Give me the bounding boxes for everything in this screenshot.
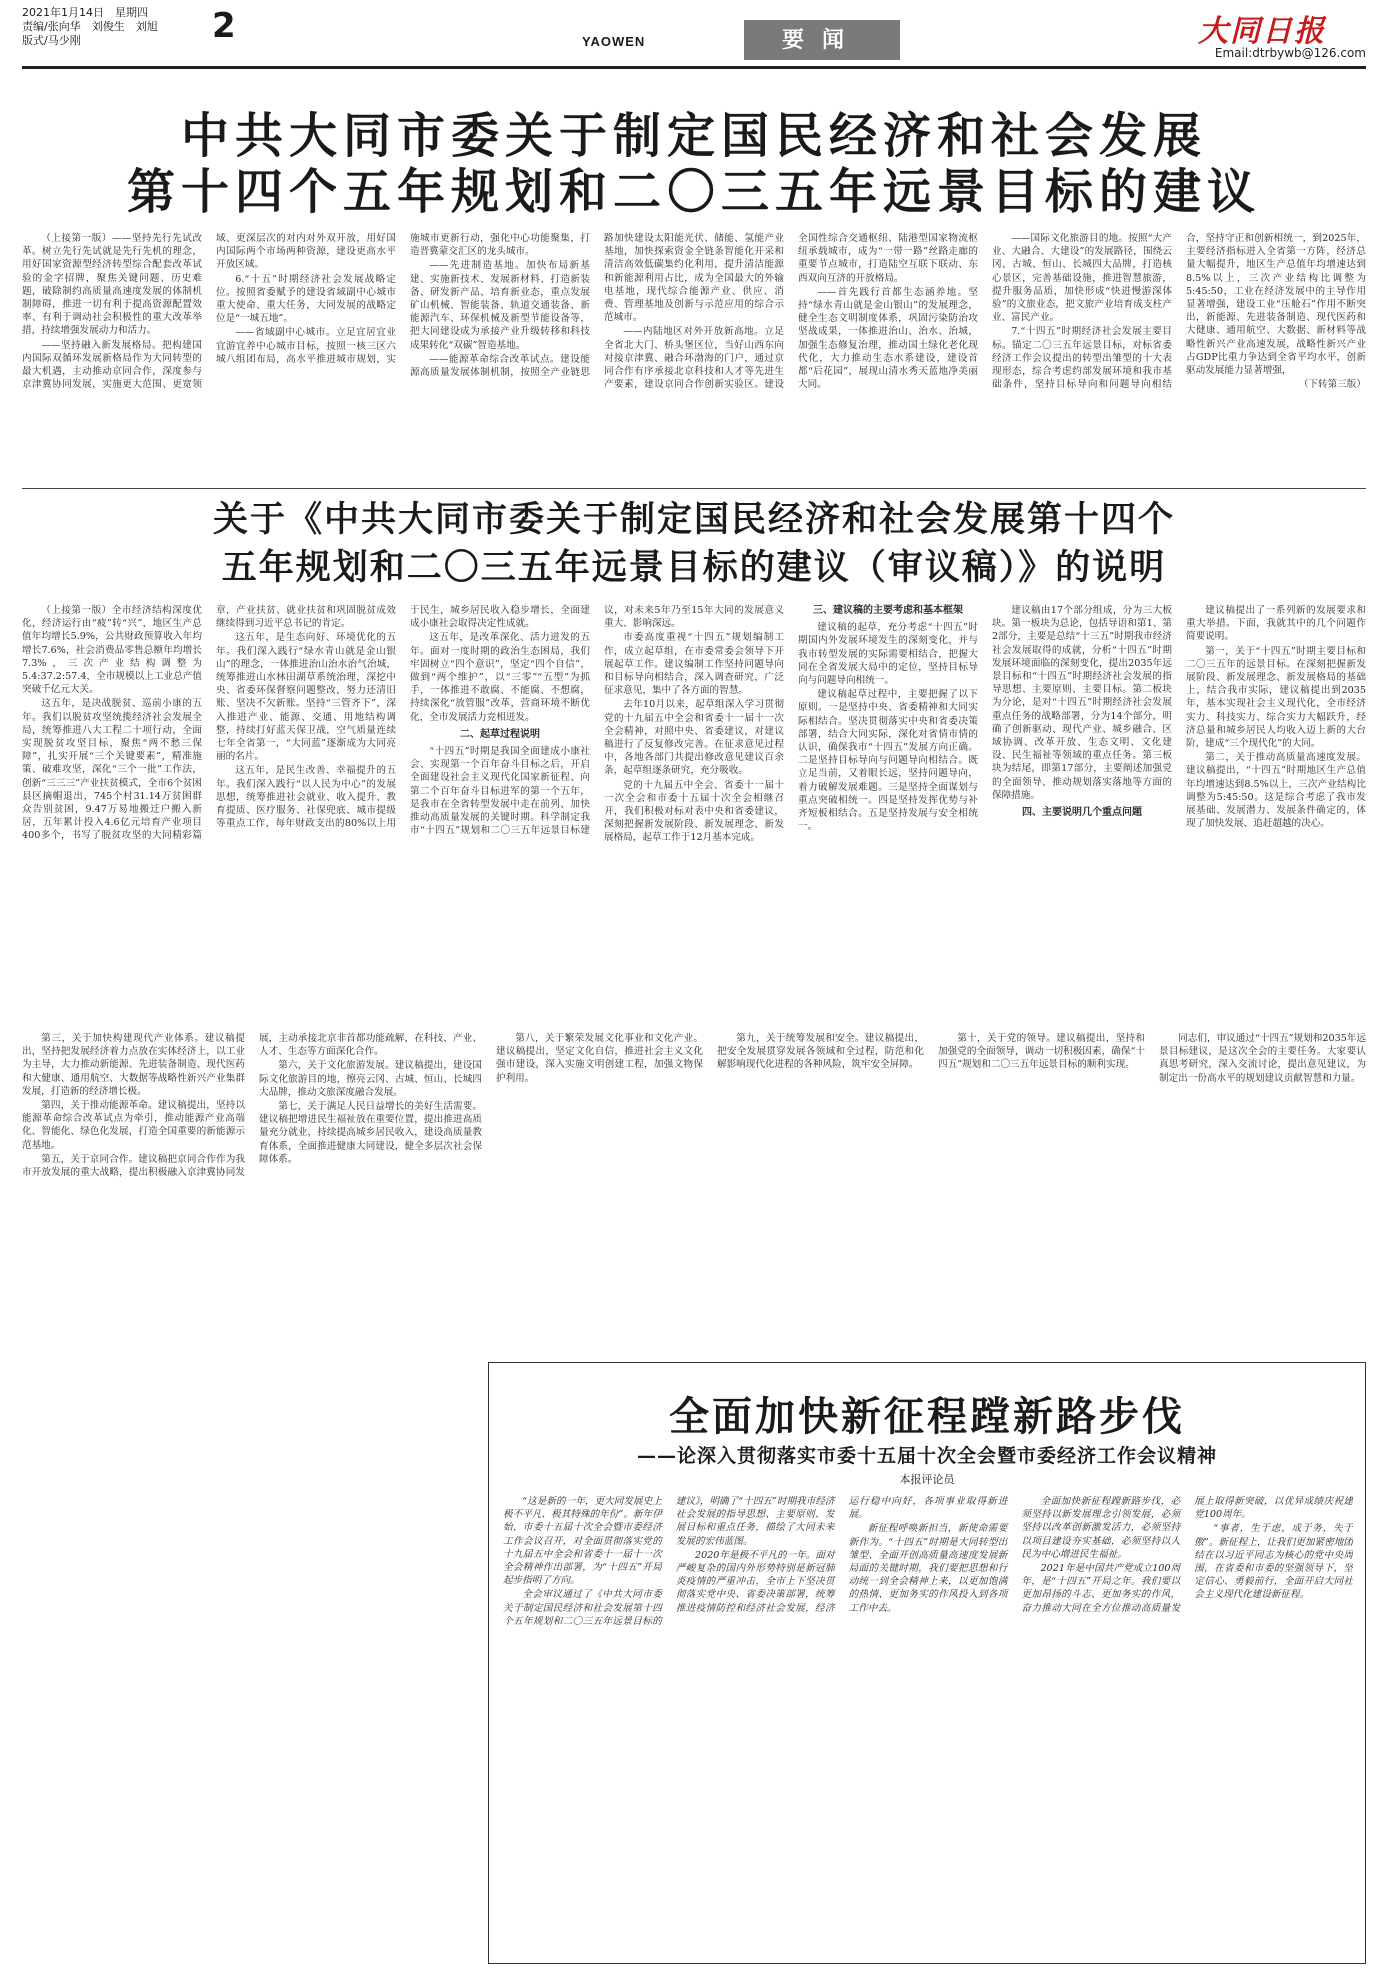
article2-paragraph: 建议稿提出了一系列新的发展要求和重大举措。下面，我就其中的几个问题作简要说明。 (1186, 605, 1366, 643)
article2-paragraph: “十四五”时期是我国全面建成小康社会、实现第一个百年奋斗目标之后，开启全面建设社会主义现代化国家新征程、向第二个百年奋斗目标进军的第一个五年，是我市在全省转型发展中走在前列、加快推动高质量发展的关键时期。科学制定我市“十四五”规划和二〇三五年远景目标建议，对未来5年乃至15年大同的发展意义重大、影响深远。 (410, 605, 784, 837)
article1-paragraph: ——国际文化旅游目的地。按照“大产业、大融合、大建设”的发展路径，围绕云冈、古城、恒山、长城四大品牌，打造核心景区，完善基础设施，推进智慧旅游，提升服务品质，加快形成“快进慢游深体验”的文旅业态，把文旅产业培育成支柱产业、富民产业。 (992, 233, 1172, 324)
article2-paragraph: 第十，关于党的领导。建议稿提出，坚持和加强党的全面领导，调动一切积极因素，确保“十四五”规划和二〇三五年远景目标的顺利实现。 (938, 1033, 1145, 1071)
article1-paragraph: ——首先践行首都生态涵养地。坚持“绿水青山就是金山银山”的发展理念，健全生态文明制度体系，巩固污染防治攻坚战成果，一体推进治山、治水、治城，加强生态修复治理，推动国土绿化老化现代化，大力推动生态水系建设，建设首都“后花园”，展现山清水秀天蓝地净美丽大同。 (798, 286, 978, 391)
commentary-body (503, 1495, 1353, 1955)
editors: 责编/张向华 刘俊生 刘旭 (22, 20, 158, 33)
commentary-paragraph: 全会审议通过了《中共大同市委关于制定国民经济和社会发展第十四个五年规划和二〇三五年远景目标的建议》，明确了“十四五”时期我市经济社会发展的指导思想、主要原则、发展目标和重点任务，描绘了大同未来发展的宏伟蓝图。 (503, 1496, 835, 1627)
article2-paragraph: 第二，关于推动高质量高速度发展。建议稿提出，“十四五”时期地区生产总值年均增速达到8.5%以上，三次产业结构比调整为5:45:50。这是综合考虑了我市发展基础、发展潜力、发展条件确定的，体现了加快发展、追赶超越的决心。 (1186, 752, 1366, 830)
commentary-paragraph: 2021年是中国共产党成立100周年，是“十四五”开局之年。我们要以更加昂扬的斗志、更加务实的作风，奋力推动大同在全方位推动高质量发展上取得新突破，以优异成绩庆祝建党100周年。 (1021, 1496, 1353, 1614)
article1-paragraph: ——能源革命综合改革试点。建设能源高质量发展体制机制，按照全产业链思路加快建设太阳能光伏、储能、氢能产业基地，加快探索资金全链条智能化开采和清洁高效低碳集约化利用，提升清洁能源和新能源利用占比，成为全国最大的外输电基地，现代综合能源产业、供应、消费、管理基地及创新与示范应用的综合示范城市。 (410, 233, 784, 379)
article2-paragraph: 建议稿起草过程中，主要把握了以下原则。一是坚持中央、省委精神和大同实际相结合。坚决贯彻落实中央和省委决策部署，结合大同实际，深化对省情市情的认识，确保我市“十四五”发展方向正确。二是坚持目标导向与问题导向相结合。既立足当前，又着眼长远，坚持问题导向，着力破解发展难题。三是坚持全面谋划与重点突破相统一。四是坚持发挥优势与补齐短板相结合。五是坚持发展与安全相统一。 (798, 689, 978, 833)
article1-paragraph: ——省域副中心城市。立足宜居宜业宜游宜养中心城市目标，按照一核三区六城八组团布局，高水平推进城市规划，实施城市更新行动，强化中心功能聚集，打造晋冀蒙交汇区的龙头城市。 (216, 233, 590, 365)
article2-subheading: 二、起草过程说明 (460, 728, 540, 740)
article2-paragraph: 第三，关于加快构建现代产业体系。建议稿提出，坚持把发展经济着力点放在实体经济上，以工业为主导，大力推动新能源、先进装备制造、现代医药和大健康、通用航空、大数据等战略性新兴产业集群发展，打造新的经济增长极。 (22, 1033, 245, 1097)
commentary-paragraph: “这是新的一年，更大同发展史上极不平凡、极其特殊的年份”。新年伊始，市委十五届十次全会暨市委经济工作会议召开，对全面贯彻落实党的十九届五中全会和省委十一届十一次全会精神作出部署，为“十四五”开局起步指明了方向。 (503, 1496, 662, 1587)
commentary-paragraph: “事者，生于虑，成于务，失于傲”。新征程上，让我们更加紧密地团结在以习近平同志为核心的党中央周围，在省委和市委的坚强领导下，坚定信心、勇毅前行，全面开启大同社会主义现代化建设新征程。 (1194, 1523, 1353, 1601)
article2-subheading: 四、主要说明几个重点问题 (1022, 807, 1142, 819)
article2-body-left (22, 1032, 482, 1962)
article2-paragraph: 第一，关于“十四五”时期主要目标和二〇三五年的远景目标。在深刻把握新发展阶段、新发展理念、新发展格局的基础上，结合我市实际，建议稿提出到2035年，基本实现社会主义现代化，全市经济实力、科技实力、综合实力大幅跃升，经济总量和城乡居民人均收入迈上新的大台阶，建成“三个现代化”的大同。 (1186, 645, 1366, 750)
article1-body (22, 232, 1366, 486)
masthead (22, 6, 1366, 68)
article2-paragraph: 建议稿的起草，充分考虑“十四五”时期国内外发展环境发生的深刻变化，并与我市转型发展的实际需要相结合，把握大同在全省发展大局中的定位，坚持目标导向与问题导向相统一。 (798, 622, 978, 687)
commentary-box (488, 1362, 1366, 1964)
section-name-en: YAOWEN (582, 34, 646, 49)
newspaper-logo: 大同日报 (1198, 14, 1326, 49)
section-divider (22, 488, 1366, 489)
article2-paragraph: 同志们，审议通过“十四五”规划和2035年远景目标建议，是这次全会的主要任务。大家要认真思考研究，深入交流讨论，提出意见建议，为制定出一份高水平的规划建议贡献智慧和力量。 (1159, 1033, 1366, 1084)
article1-headline-line2: 第十四个五年规划和二〇三五年远景目标的建议 (126, 164, 1261, 220)
article2-paragraph: 第八，关于繁荣发展文化事业和文化产业。建议稿提出，坚定文化自信，推进社会主义文化强市建设，深入实施文明创建工程，加强文物保护利用。 (496, 1033, 703, 1084)
commentary-paragraph: 新征程呼唤新担当，新使命需要新作为。“十四五”时期是大同转型出雏型、全面开创高质量高速度发展新局面的关键时期，我们要把思想和行动统一到全会精神上来，以更加饱满的热情、更加务实的作风投入到各项工作中去。 (848, 1523, 1008, 1614)
article2-paragraph: 市委高度重视“十四五”规划编制工作，成立起草组，在市委常委会领导下开展起草工作。建议编制工作坚持问题导向和目标导向相结合，深入调查研究，广泛征求意见，集中了各方面的智慧。 (604, 632, 784, 697)
article1-paragraph: ——先进制造基地。加快布局新基建、实施新技术、发展新材料、打造新装备、研发新产品、培育新业态，重点发展矿山机械、智能装备、轨道交通装备、新能源汽车、环保机械及新型节能设备等，把大同建设成为承接产业升级转移和科技成果转化“双碳”智造基地。 (410, 260, 590, 351)
article1-paragraph: （上接第一版）——坚持先行先试改革。树立先行先试就是先行先机的理念，用好国家资源型经济转型综合配套改革试验的金字招牌，聚焦关键问题、历史难题，破除制约高质量高速度发展的体制机制障碍，推进一切有利于提高资源配置效率、有利于调动社会积极性的重大改革举措，持续增强发展动力和活力。 (22, 233, 202, 337)
issue-info (22, 6, 158, 48)
article1-paragraph: ——内陆地区对外开放新高地。立足全省北大门、桥头堡区位，当好山西东向对接京津冀、融合环渤海的门户，通过京同合作有序承接北京科技和人才等先进生产要素，建设京同合作创新实验区。建设全国性综合交通枢纽、陆港型国家物流枢纽承载城市，成为“一带一路”丝路走廊的重要节点城市，打造陆空互联下联动、东西双向互济的开放格局。 (604, 233, 978, 391)
article2-paragraph: 第五，关于京同合作。建议稿把京同合作作为我市开放发展的重大战略，提出积极融入京津冀协同发展，主动承接北京非首都功能疏解，在科技、产业、人才、生态等方面深化合作。 (22, 1033, 482, 1179)
article2-paragraph: （上接第一版）全市经济结构深度优化，经济运行由“疲”转“兴”，地区生产总值年均增长5.9%，公共财政预算收入年均增长7.6%，社会消费品零售总额年均增长7.3%，三次产业结构调整为5.4:37.2:57.4，全市规模以上工业总产值突破千亿元大关。 (22, 605, 202, 696)
article2-paragraph: 第四，关于推动能源革命。建议稿提出，坚持以能源革命综合改革试点为牵引，推动能源产业高端化、智能化、绿色化发展，打造全国重要的新能源示范基地。 (22, 1100, 245, 1151)
article1-paragraph: 7.“十四五”时期经济社会发展主要目标。锚定二〇三五年远景目标，对标省委经济工作会议提出的转型出雏型的十大表现形态，综合考虑约部发展环境和我市基础条件，坚持目标导向和问题导向相结合，坚持守正和创新相统一，到2025年，主要经济指标进入全省第一方阵，经济总量大幅提升，地区生产总值年均增速达到8.5%以上，三次产业结构比调整为5:45:50，工业在经济发展中的主导作用显著增强，建设工业“压舱石”作用不断突出，新能源、先进装备制造、现代医药和大健康、通用航空、大数据、新材料等战略性新兴产业高速发展，战略性新兴产业占GDP比重力争达到全省平均水平，创新驱动发展能力显著增强， (992, 233, 1366, 391)
continued-note: （下转第三版） (1298, 379, 1366, 391)
article2-paragraph: 这五年，是生态向好、环境优化的五年。我们深入践行“绿水青山就是金山银山”的理念，一体推进治山治水治气治城，统筹推进山水林田湖草系统治理，深挖中央、省委环保督察问题整改，努力还清旧账、坚决不欠新账。坚持“三管齐下”，深入推进产业、能源、交通、用地结构调整，持续打好蓝天保卫战，空气质量连续七年全省第一，“大同蓝”逐渐成为大同亮丽的名片。 (216, 632, 396, 763)
issue-date: 2021年1月14日 星期四 (22, 6, 148, 19)
article2-headline (22, 496, 1366, 592)
article1-paragraph: 6.“十五”时期经济社会发展战略定位。按照省委赋予的建设省域副中心城市重大使命、重大任务，大同发展的战略定位是“一城五地”。 (216, 273, 396, 325)
article2-paragraph: 去年10月以来，起草组深入学习贯彻党的十九届五中全会和省委十一届十一次全会精神，对照中央、省委建议，对建议稿进行了反复修改完善。在征求意见过程中，各地各部门共提出修改意见建议百余条，起草组逐条研究，充分吸收。 (604, 699, 784, 777)
commentary-paragraph: 2020年是极不平凡的一年。面对严峻复杂的国内外形势特别是新冠肺炎疫情的严重冲击，全市上下坚决贯彻落实党中央、省委决策部署，统筹推进疫情防控和经济社会发展，经济运行稳中向好，各项事业取得新进展。 (675, 1496, 1008, 1614)
article2-headline-line1: 关于《中共大同市委关于制定国民经济和社会发展第十四个 (212, 500, 1175, 540)
article2-headline-line2: 五年规划和二〇三五年远景目标的建议（审议稿）》的说明 (221, 548, 1167, 588)
commentary-byline: 本报评论员 (899, 1473, 955, 1486)
page-number: 2 (212, 6, 236, 46)
article2-paragraph: 党的十九届五中全会、省委十一届十一次全会和市委十五届十次全会相继召开，我们积极对标对表中央和省委建议，深刻把握新发展阶段、新发展理念、新发展格局，起草工作于12月基本完成。 (604, 779, 784, 844)
article1-paragraph: ——坚持融入新发展格局。把构建国内国际双循环发展新格局作为大同转型的最大机遇，主动推动京同合作，深度参与京津冀协同发展，实施更大范围、更宽领域、更深层次的对内对外双开放，用好国内国际两个市场两种资源，建设更高水平开放区域。 (22, 233, 396, 391)
commentary-paragraph: 全面加快新征程蹚新路步伐，必须坚持以新发展理念引领发展，必须坚持以改革创新激发活力，必须坚持以项目建设夯实基础，必须坚持以人民为中心增进民生福祉。 (1021, 1496, 1181, 1560)
article1-headline-line1: 中共大同市委关于制定国民经济和社会发展 (180, 108, 1207, 164)
section-badge: 要闻 (744, 20, 900, 60)
article2-paragraph: 建议稿由17个部分组成，分为三大板块。第一板块为总论，包括导语和第1、第2部分，主要是总结“十三五”时期我市经济社会发展取得的成就，分析“十四五”时期发展环境面临的深刻变化，提出2035年远景目标和“十四五”时期经济社会发展的指导思想、主要原则、主要目标。第二板块为分论，是对“十四五”时期经济社会发展重点任务的战略部署，分为14个部分，明确了创新驱动、现代产业、城乡融合、区域协调、改革开放、生态文明、文化建设、民生福祉等领域的重点任务。第三板块为结尾，即第17部分，主要阐述加强党的全面领导、推动规划落实落地等方面的保障措施。 (992, 605, 1172, 801)
article2-paragraph: 第六，关于文化旅游发展。建议稿提出，建设国际文化旅游目的地，擦亮云冈、古城、恒山、长城四大品牌，推动文旅深度融合发展。 (259, 1060, 482, 1098)
contact-email: Email:dtrbywb@126.com (1214, 46, 1366, 60)
commentary-subtitle: ——论深入贯彻落实市委十五届十次全会暨市委经济工作会议精神 (636, 1445, 1217, 1467)
article2-paragraph: 这五年，是改革深化、活力迸发的五年。面对一度时期的政治生态困局，我们牢固树立“四个意识”，坚定“四个自信”，做到“两个维护”，以“三零”“五型”为抓手，一体推进不敢腐、不能腐、不想腐，持续深化“放管服”改革，营商环境不断优化，全市发展活力竞相迸发。 (410, 632, 590, 723)
article1-headline (22, 108, 1366, 220)
article2-paragraph: 这五年，是民生改善、幸福提升的五年。我们深入践行“以人民为中心”的发展思想，统筹推进社会就业、收入提升、教育提质、医疗服务、社保兜底、城市提级等重点工作，每年财政支出的80%以上用于民生，城乡居民收入稳步增长，全面建成小康社会取得决定性成就。 (216, 605, 590, 830)
article2-body-right (496, 1032, 1366, 1352)
layout-editor: 版式/马少刚 (22, 34, 81, 47)
header-rule (22, 66, 1366, 69)
article2-paragraph: 这五年，是决战脱贫、巡前小康的五年。我们以脱贫攻坚统揽经济社会发展全局，统筹推进八大工程二十项行动，全面实现脱贫攻坚目标，聚焦“两不愁三保障”，扎实开展“三个关键要素”，精准施策、破难攻坚，深化“三个一批”工作法，创新“三三三”产业扶贫模式，全市6个贫困县区摘帽退出，745个村31.14万贫困群众告别贫困，9.47万易地搬迁户搬入新居，五年累计投入4.6亿元培育产业项目400多个，书写了脱贫攻坚的大同精彩篇章，产业扶贫、就业扶贫和巩固脱贫成效继续得到习近平总书记的肯定。 (22, 605, 396, 842)
article2-body-top (22, 604, 1366, 1032)
article2-paragraph: 第七，关于满足人民日益增长的美好生活需要。建议稿把增进民生福祉放在重要位置，提出推进高质量充分就业，持续提高城乡居民收入，建设高质量教育体系，全面推进健康大同建设，健全多层次社会保障体系。 (259, 1101, 482, 1165)
article2-subheading: 三、建议稿的主要考虑和基本框架 (813, 605, 963, 616)
article2-paragraph: 第九，关于统筹发展和安全。建议稿提出，把安全发展贯穿发展各领域和全过程，防范和化解影响现代化进程的各种风险，筑牢安全屏障。 (717, 1033, 924, 1071)
commentary-title: 全面加快新征程蹚新路步伐 (669, 1394, 1185, 1440)
